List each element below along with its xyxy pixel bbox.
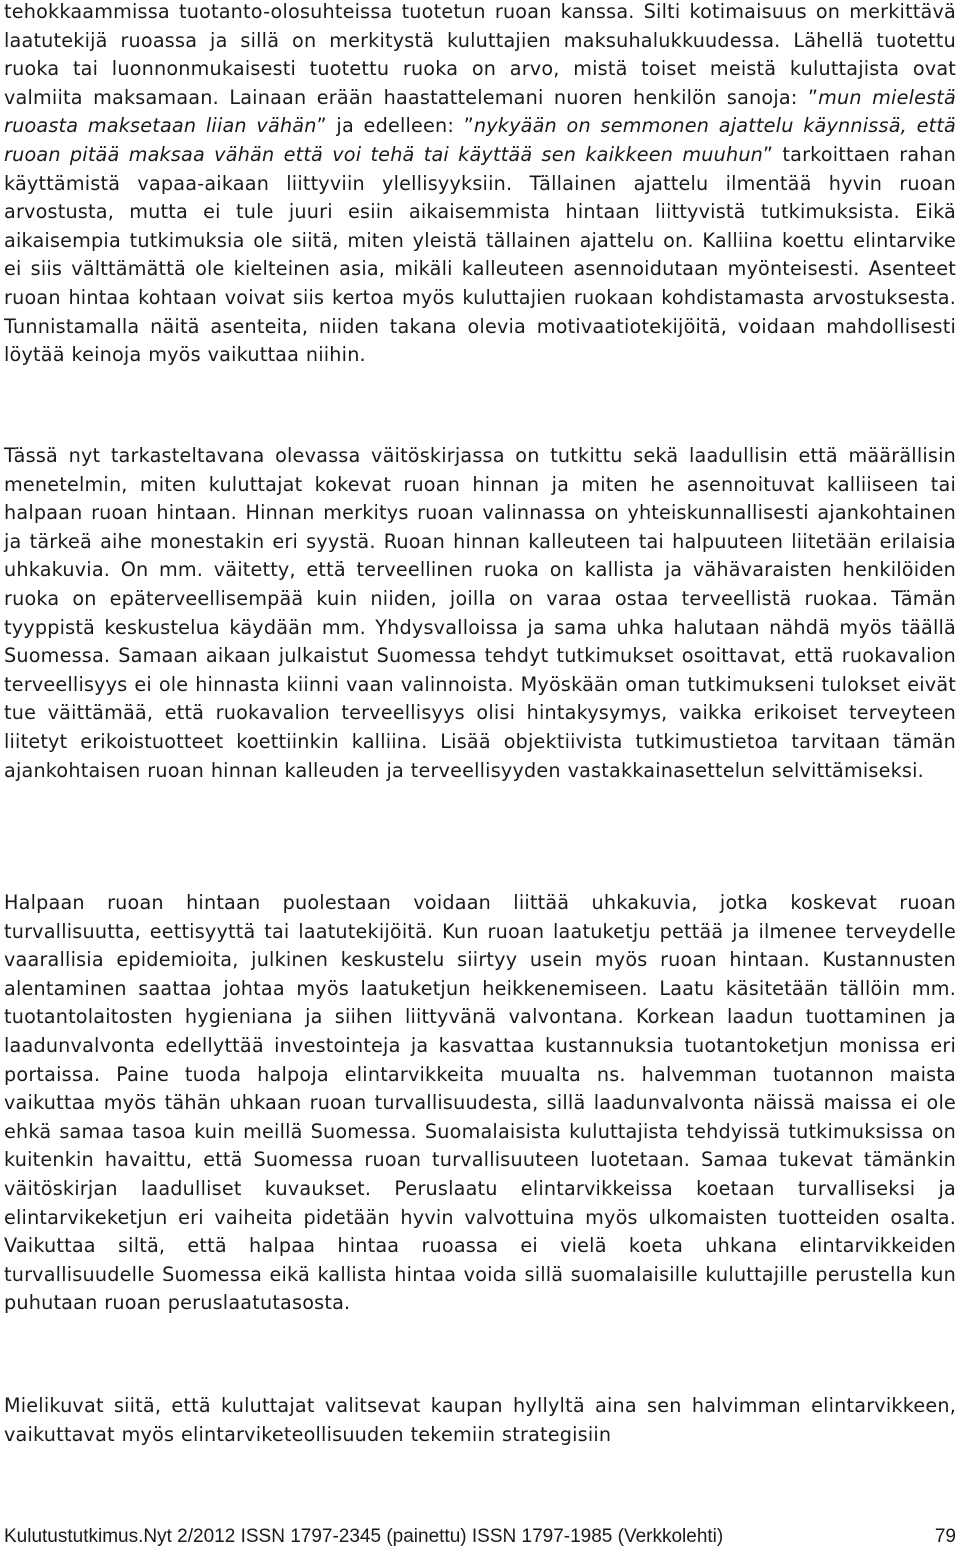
paragraph-3 <box>4 889 956 1318</box>
page-footer <box>4 1525 956 1549</box>
footer-citation: Kulutustutkimus.Nyt 2/2012 ISSN 1797-2345 (painettu) ISSN 1797-1985 (Verkkolehti) <box>4 1526 724 1547</box>
page-number: 79 <box>934 1526 956 1547</box>
paragraph-1-rest: ” tarkoittaen rahan käyttämistä vapaa-aikaan liittyviin ylellisyyksiin. Tällainen ajattelu ilmentää hyvin ruoan arvostusta, mutta ei tule juuri esiin aikaisemmista hintaan liittyvistä tutkimuksista. Eikä aikaisempia tutkimuksia ole siitä, miten yleistä tällainen ajattelu on. Kalliina koettu elintarvike ei siis välttämättä ole kielteinen asia, mikäli kalleuteen asennoidutaan myönteisesti. Asenteet ruoan hintaa kohtaan voivat siis kertoa myös kuluttajien ruokaan kohdistamasta arvostuksesta. Tunnistamalla näitä asenteita, niiden takana olevia motivaatiotekijöitä, voidaan mahdollisesti löytää keinoja myös vaikuttaa niihin. <box>4 142 956 367</box>
paragraph-1-intro: tehokkaammissa tuotanto-olosuhteissa tuotetun ruoan kanssa. Silti kotimaisuus on merkittävä laatutekijä ruoassa ja sillä on merkitystä kuluttajien maksuhalukkuudessa. Lähellä tuotettu ruoka tai luonnonmukaisesti tuotettu ruoka on arvo, mistä toiset meistä kuluttajista ovat valmiita maksamaan. Lainaan erään haastattelemani nuoren henkilön sanoja: ” <box>4 0 956 109</box>
paragraph-4-text: Mielikuvat siitä, että kuluttajat valitsevat kaupan hyllyltä aina sen halvimman elintarvikkeen, vaikuttavat myös elintarviketeollisuuden tekemiin strategisiin <box>4 1394 956 1446</box>
paragraph-3-text: Halpaan ruoan hintaan puolestaan voidaan liittää uhkakuvia, jotka koskevat ruoan turvallisuutta, eettisyyttä tai laatutekijöitä. Kun ruoan laatuketju pettää ja ilmenee terveydelle vaarallisia epidemioita, julkinen keskustelu siirtyy usein myös ruoan hintaan. Kustannusten alentaminen saattaa johtaa myös laatuketjun heikkenemiseen. Laatu käsitetään tällöin mm. tuotantolaitosten hygieniana ja siihen liittyvänä valvontana. Korkean laadun tuottaminen ja laadunvalvonta edellyttää investointeja ja kasvattaa kustannuksia tuotantoketjun monissa eri portaissa. Paine tuoda halpoja elintarvikkeita muualta ns. halvemman tuotannon maista vaikuttaa myös tähän uhkaan ruoan turvallisuudesta, sillä laadunvalvonta näissä maissa ei ole ehkä samaa tasoa kuin meillä Suomessa. Suomalaisista kuluttajista tehdyissä tutkimuksissa on kuitenkin havaittu, että Suomessa ruoan turvallisuuteen luotetaan. Samaa tukevat tämänkin väitöskirjan laadulliset kuvaukset. Peruslaatu elintarvikkeissa koetaan turvalliseksi ja elintarvikeketjun eri vaiheita pidetään hyvin valvottuina myös ulkomaisten tuotteiden osalta. Vaikuttaa siltä, että halpaa hintaa ruoassa ei vielä koeta uhkana elintarvikkeiden turvallisuudelle Suomessa eikä kallista hintaa voida sillä suomalaisille kuluttajille perustella kun puhutaan ruoan peruslaatutasosta. <box>4 891 956 1315</box>
paragraph-4 <box>4 1392 956 1449</box>
paragraph-2-text: Tässä nyt tarkasteltavana olevassa väitöskirjassa on tutkittu sekä laadullisin että määrällisin menetelmin, miten kuluttajat kokevat ruoan hinnan ja miten he asennoituvat kalliiseen tai halpaan ruoan hintaan. Hinnan merkitys ruoan valinnassa on yhteiskunnallisesti ajankohtainen ja tärkeä aihe monestakin eri syystä. Ruoan hinnan kalleuteen tai halpuuteen liitetään erilaisia uhkakuvia. On mm. väitetty, että terveellinen ruoka on kallista ja vähävaraisten henkilöiden ruoka on epäterveellisempää kuin niiden, joilla on varaa ostaa terveellistä ruokaa. Tämän tyyppistä keskustelua käydään mm. Yhdysvalloissa ja sama uhka halutaan nähdä myös täällä Suomessa. Samaan aikaan julkaistut Suomessa tehdyt tutkimukset osoittavat, että ruokavalion terveellisyys ei ole hinnasta kiinni vaan valinnoista. Myöskään oman tutkimukseni tulokset eivät tue väittämää, että ruokavalion terveellisyys olisi hintakysymys, vaikka erikoiset terveyteen liitetyt erikoistuotteet koettiinkin kalliina. Lisää objektiivista tutkimustietoa tarvitaan tämän ajankohtaisen ruoan hinnan kalleuden ja terveellisyyden vastakkainasettelun selvittämiseksi. <box>4 444 956 782</box>
paragraph-1-mid: ” ja edelleen: ” <box>316 114 474 138</box>
quote-1: mun mielestä ruoasta maksetaan liian vähän <box>4 85 956 138</box>
paragraph-2 <box>4 442 956 785</box>
quote-2: nykyään on semmonen ajattelu käynnissä, että ruoan pitää maksaa vähän että voi tehä tai käyttää sen kaikkeen muuhun <box>4 114 957 166</box>
paragraph-1 <box>4 0 956 370</box>
